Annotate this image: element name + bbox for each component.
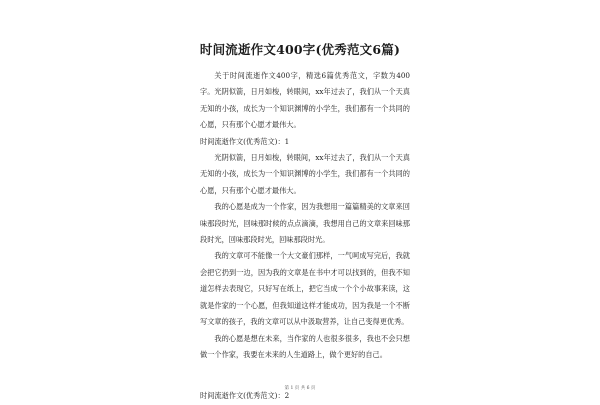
section-heading-2: 时间流逝作文(优秀范文)：2	[200, 391, 290, 401]
document-body	[200, 68, 410, 405]
body-paragraph: 我的心愿是想在未来，当作家的人也很多很多，我也不会只想做一个作家，我要在未来的人生道路上，做个更好的自己。	[200, 333, 410, 359]
page-number-footer: 第 1 页 共 6 页	[284, 386, 316, 391]
intro-paragraph: 关于时间流逝作文400字，精选6篇优秀范文，字数为400字。光阴似箭，日月如梭，转眼间，xx年过去了，我们从一个天真无知的小孩，成长为一个知识渊博的小学生，我们都有一个共同的心愿，只有那个心愿才最伟大。	[200, 71, 410, 130]
document-title: 时间流逝作文400字(优秀范文6篇)	[199, 42, 401, 57]
body-paragraph: 我的心愿是成为一个作家，因为我想用一篇篇精美的文章来回味那段时光，回味那时候的点点滴滴，我想用自己的文章来回味那段时光，回味那段时光，回味那段时光。	[200, 202, 410, 245]
body-paragraph: 我的文章可不能像一个大文豪们那样，一气呵成写完后，我就会把它扔到一边，因为我的文章是在书中才可以找到的，但我不知道怎样去表现它，只好写在纸上，把它当成一个个小故事来读，这就是作家的一个心愿，但我知道这样才能成功，因为我是一个不断写文章的孩子，我的文章可以从中汲取营养，让自己变得更优秀。	[200, 251, 410, 327]
body-paragraph: 光阴似箭，日月如梭，转眼间，xx年过去了，我们从一个天真无知的小孩，成长为一个知识渊博的小学生，我们都有一个共同的心愿，只有那个心愿才最伟大。	[200, 153, 410, 195]
section-heading-1: 时间流逝作文(优秀范文)：1	[200, 136, 290, 146]
